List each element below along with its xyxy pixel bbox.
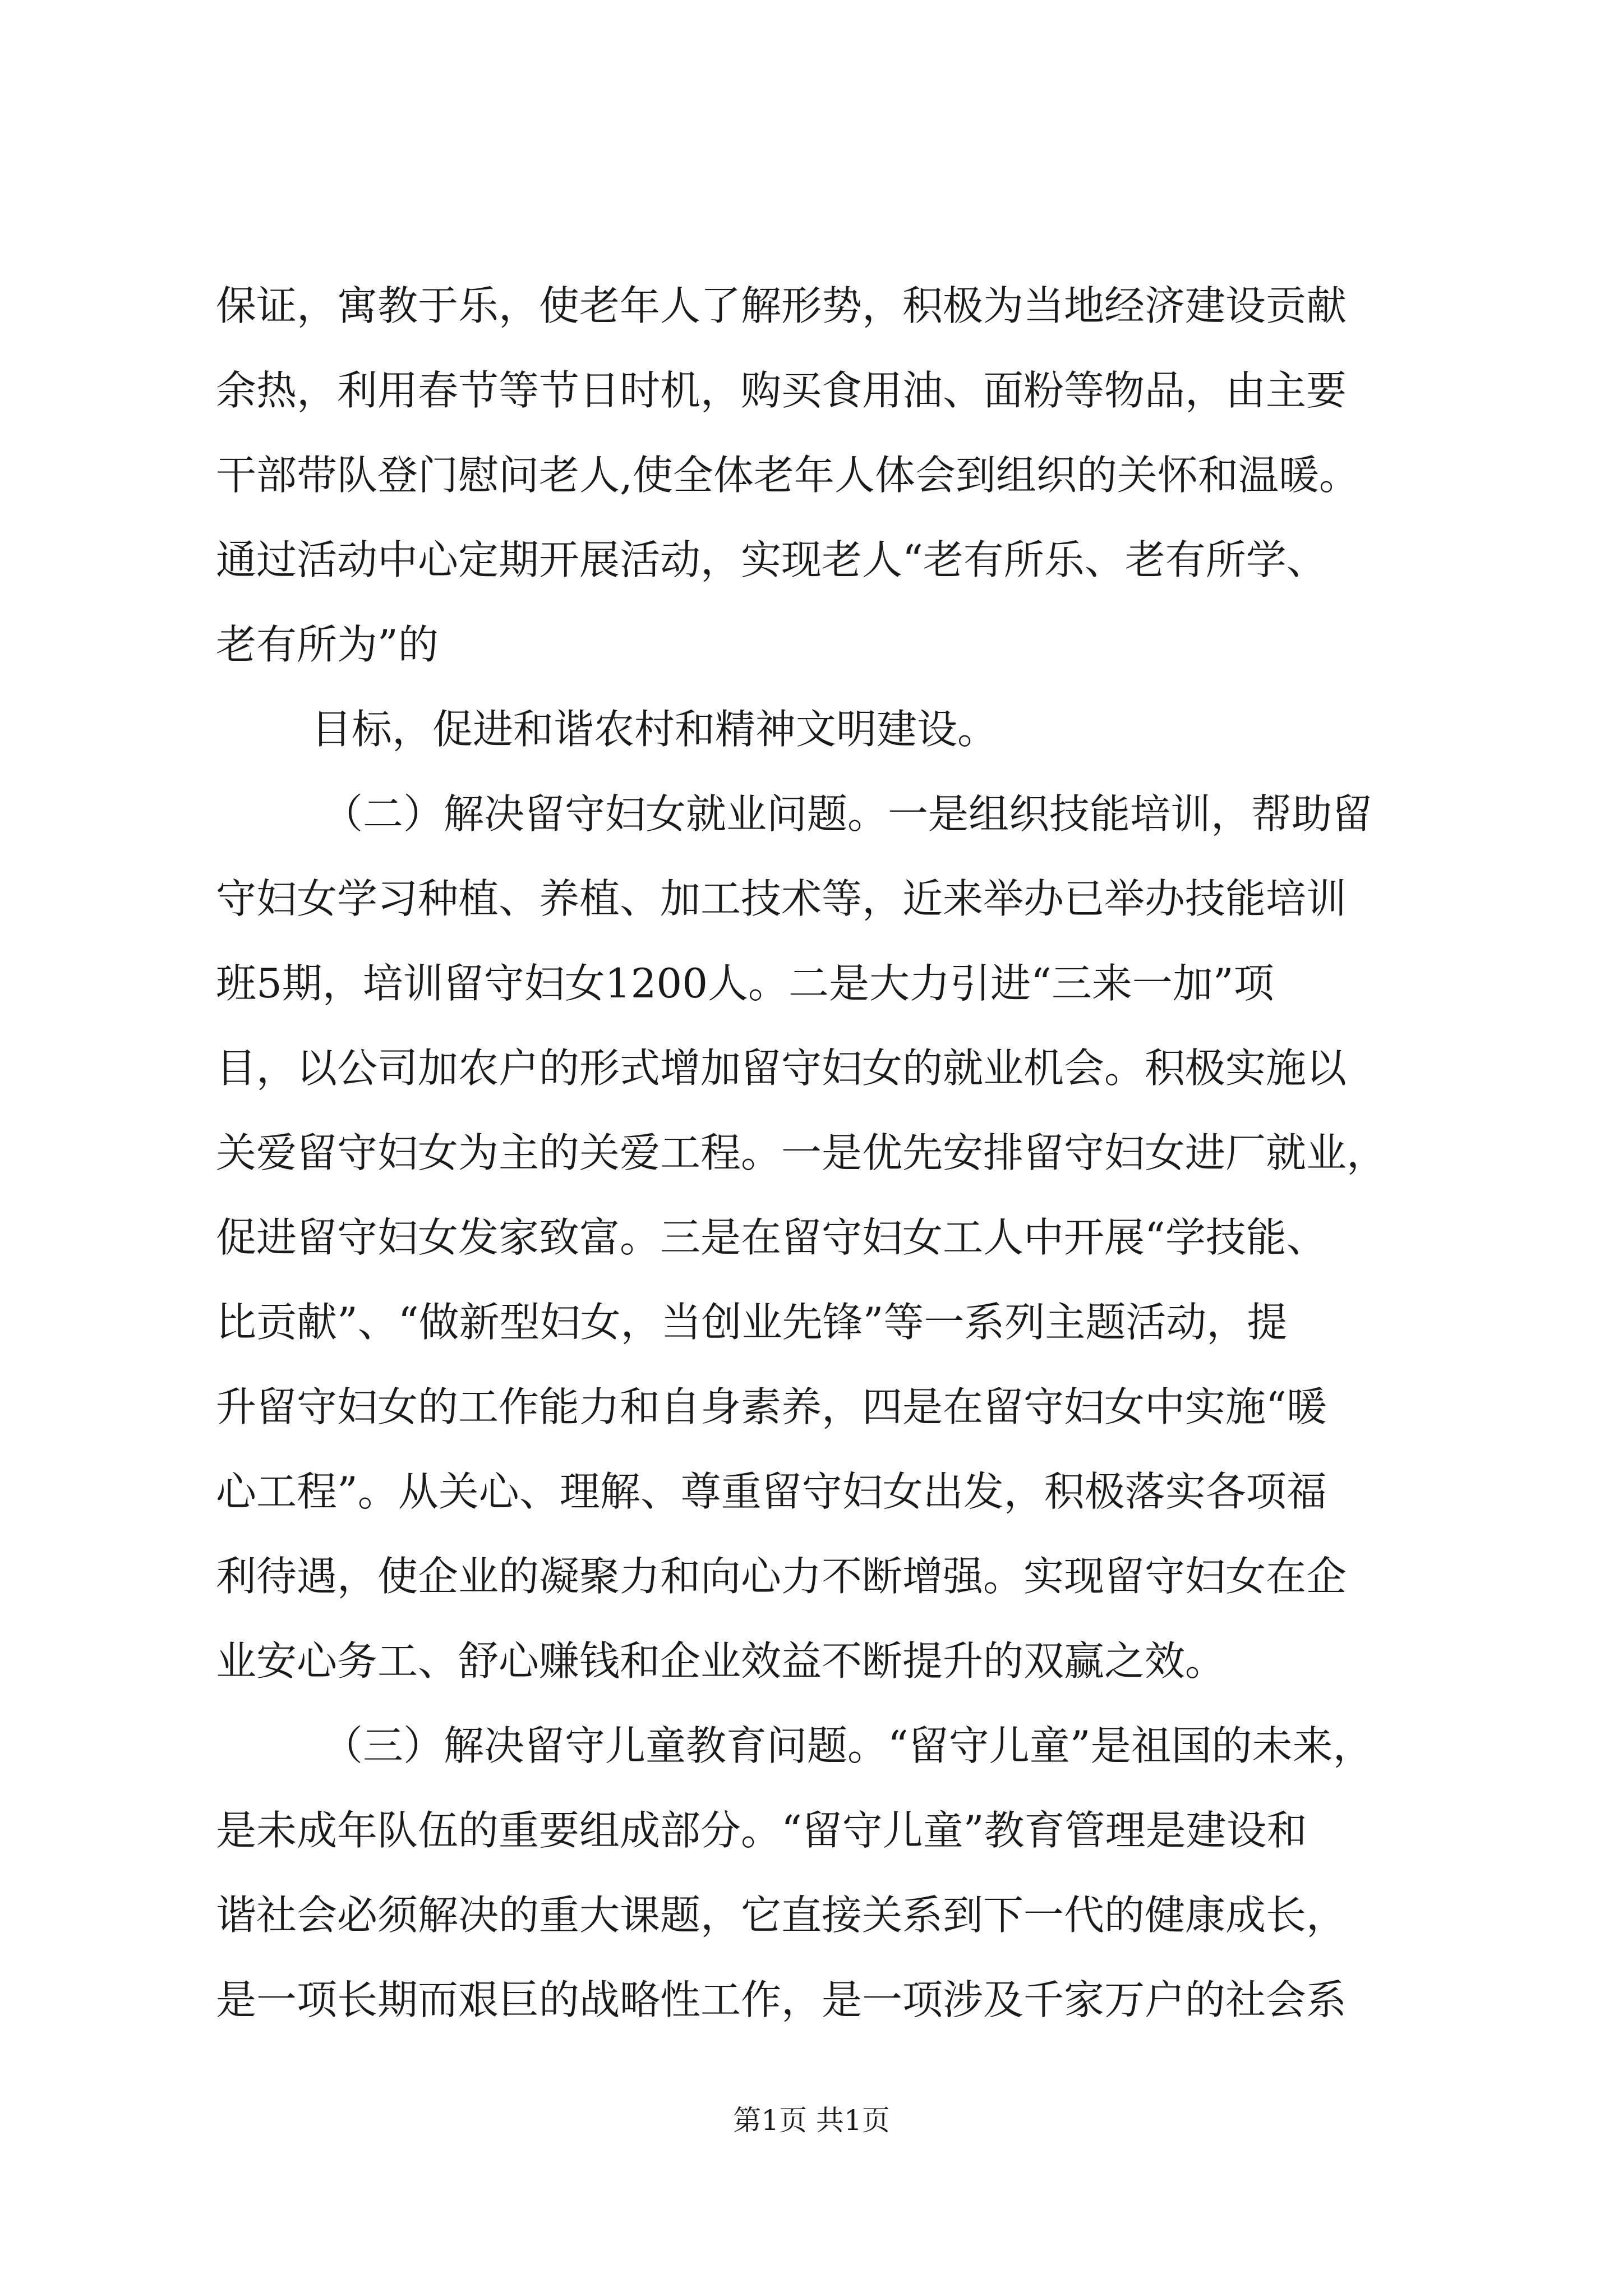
text-line: 是未成年队伍的重要组成部分。“留守儿童”教育管理是建设和 [216, 1807, 1307, 1854]
text-line: 目标，促进和谐农村和精神文明建设。 [311, 706, 998, 753]
page-footer [0, 2101, 1623, 2140]
text-line: 升留守妇女的工作能力和自身素养，四是在留守妇女中实施“暖 [216, 1383, 1327, 1430]
page-number: 第1页 共1页 [733, 2104, 890, 2137]
text-line: 干部带队登门慰问老人,使全体老年人体会到组织的关怀和温暖。 [216, 452, 1359, 499]
section-heading-line: （二）解决留守妇女就业问题。一是组织技能培训，帮助留 [322, 790, 1373, 838]
text-line: 促进留守妇女发家致富。三是在留守妇女工人中开展“学技能、 [216, 1214, 1327, 1261]
section-heading-line: （三）解决留守儿童教育问题。“留守儿童”是祖国的未来， [322, 1722, 1373, 1769]
text-line: 业安心务工、舒心赚钱和企业效益不断提升的双赢之效。 [216, 1637, 1226, 1685]
text-line: 谐社会必须解决的重大课题，它直接关系到下一代的健康成长， [216, 1892, 1347, 1939]
text-line: 利待遇，使企业的凝聚力和向心力不断增强。实现留守妇女在企 [216, 1553, 1347, 1600]
text-line: 保证，寓教于乐，使老年人了解形势，积极为当地经济建设贡献 [216, 282, 1347, 329]
text-line: 余热，利用春节等节日时机，购买食用油、面粉等物品，由主要 [216, 367, 1347, 414]
text-line: 是一项长期而艰巨的战略性工作，是一项涉及千家万户的社会系 [216, 1976, 1347, 2023]
text-line: 守妇女学习种植、养植、加工技术等，近来举办已举办技能培训 [216, 875, 1347, 922]
text-line: 通过活动中心定期开展活动，实现老人“老有所乐、老有所学、 [216, 536, 1327, 583]
text-line: 关爱留守妇女为主的关爱工程。一是优先安排留守妇女进厂就业， [216, 1129, 1387, 1176]
text-line: 心工程”。从关心、理解、尊重留守妇女出发，积极落实各项福 [216, 1468, 1327, 1515]
text-line: 目，以公司加农户的形式增加留守妇女的就业机会。积极实施以 [216, 1045, 1347, 1092]
document-body [216, 264, 1478, 2042]
text-line: 班5期，培训留守妇女1200人。二是大力引进“三来一加”项 [216, 960, 1274, 1007]
text-line: 老有所为”的 [216, 621, 439, 668]
text-line: 比贡献”、“做新型妇女，当创业先锋”等一系列主题活动，提 [216, 1299, 1288, 1346]
